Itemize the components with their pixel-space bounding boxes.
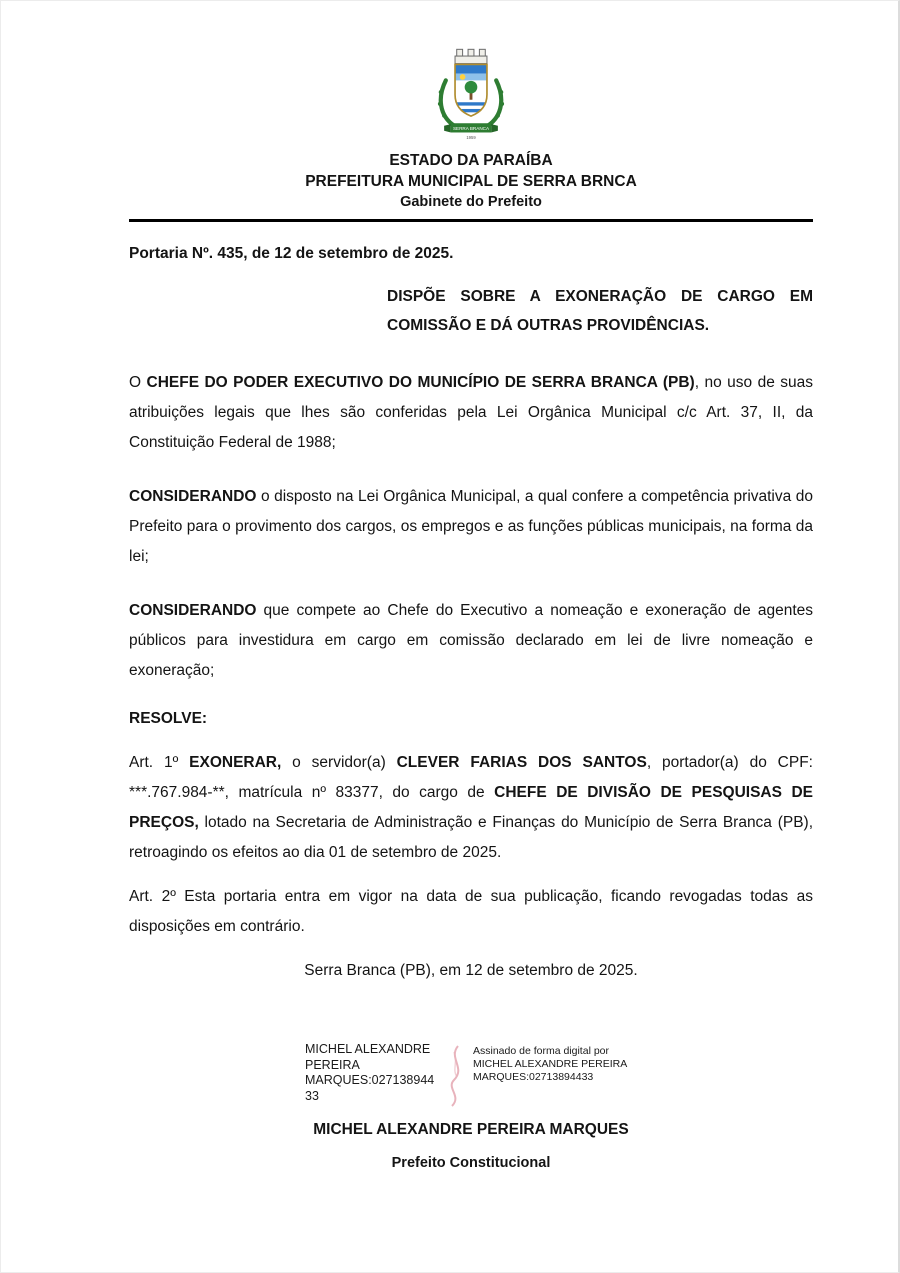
resolve-heading: RESOLVE: (129, 710, 208, 727)
exonerar-keyword: EXONERAR, (189, 754, 282, 771)
article-2-paragraph: Art. 2º Esta portaria entra em vigor na data de sua publicação, ficando revogadas todas as disposições em contrário. (129, 888, 813, 935)
header-municipality: PREFEITURA MUNICIPAL DE SERRA BRNCA (305, 173, 637, 190)
article-number: Art. 1º (129, 754, 190, 771)
text-segment: , portador(a) do CPF: ***.767.984-**, matrícula nº 83377, do cargo de (129, 754, 813, 801)
crest-banner-text: SERRA BRANCA (452, 125, 490, 131)
text-segment: , no uso de suas atribuições legais que lhes são conferidas pela Lei Orgânica Municipal c/c Art. 37, II, da Constituição Federal de 1988; (129, 374, 813, 451)
dateline: Serra Branca (PB), em 12 de setembro de 2025. (304, 962, 638, 979)
text-segment: o disposto na Lei Orgânica Municipal, a qual confere a competência privativa do Prefeito para o provimento dos cargos, os empregos e as funções públicas municipais, na forma da lei; (129, 488, 813, 565)
preamble-paragraph (129, 368, 813, 458)
portaria-title: Portaria Nº. 435, de 12 de setembro de 2025. (129, 245, 454, 262)
letterhead (129, 150, 813, 212)
header-office: Gabinete do Prefeito (400, 194, 542, 210)
text-segment: O (129, 374, 147, 391)
text-segment: lotado na Secretaria de Administração e Finanças do Município de Serra Branca (PB), retroagindo os efeitos ao dia 01 de setembro de 2025. (129, 814, 813, 861)
crest-year-text: 1959 (466, 135, 476, 141)
coat-of-arms-icon (429, 45, 513, 141)
signer-name: MICHEL ALEXANDRE PEREIRA MARQUES (313, 1121, 629, 1138)
executive-chief-text: CHEFE DO PODER EXECUTIVO DO MUNICÍPIO DE SERRA BRANCA (PB) (146, 374, 695, 391)
article-1-paragraph (129, 748, 813, 868)
considerando-2-paragraph (129, 596, 813, 686)
text-segment: que compete ao Chefe do Executivo a nomeação e exoneração de agentes públicos para investidura em cargo em comissão declarado em lei de livre nomeação e exoneração; (129, 602, 813, 679)
signature-stamp-note: Assinado de forma digital por MICHEL ALEXANDRE PEREIRA MARQUES:02713894433 (473, 1045, 627, 1083)
portaria-summary: DISPÕE SOBRE A EXONERAÇÃO DE CARGO EM COMISSÃO E DÁ OUTRAS PROVIDÊNCIAS. (387, 288, 813, 334)
position-title: CHEFE DE DIVISÃO DE PESQUISAS DE PREÇOS, (129, 784, 813, 831)
signature-squiggle-icon (444, 1044, 468, 1108)
header-divider (129, 219, 813, 222)
signature-stamp-subject: MICHEL ALEXANDRE PEREIRA MARQUES:02713894433 (305, 1042, 435, 1103)
text-segment: o servidor(a) (281, 754, 397, 771)
considerando-keyword: CONSIDERANDO (129, 602, 257, 619)
considerando-keyword: CONSIDERANDO (129, 488, 257, 505)
signer-role: Prefeito Constitucional (391, 1155, 551, 1171)
digital-signature-stamp (305, 1042, 637, 1113)
considerando-1-paragraph (129, 482, 813, 572)
handwritten-signature-mark (444, 1044, 468, 1113)
coat-of-arms (129, 45, 813, 146)
header-state: ESTADO DA PARAÍBA (389, 152, 553, 169)
servant-name: CLEVER FARIAS DOS SANTOS (396, 754, 647, 771)
